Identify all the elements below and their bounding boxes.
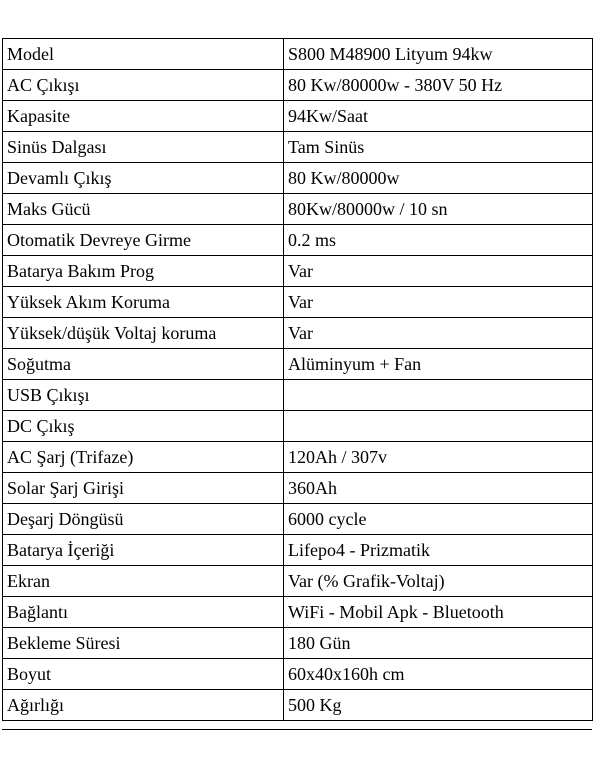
table-row	[3, 163, 593, 194]
spec-label: Bekleme Süresi	[3, 628, 284, 659]
table-row	[3, 225, 593, 256]
table-row	[3, 380, 593, 411]
table-row	[3, 597, 593, 628]
table-row	[3, 566, 593, 597]
table-row	[3, 287, 593, 318]
spec-label: AC Çıkışı	[3, 70, 284, 101]
spec-label: Sinüs Dalgası	[3, 132, 284, 163]
spec-label: Model	[3, 39, 284, 70]
spec-label: Yüksek Akım Koruma	[3, 287, 284, 318]
spec-value: 94Kw/Saat	[284, 101, 593, 132]
spec-label: Batarya İçeriği	[3, 535, 284, 566]
spec-value	[284, 411, 593, 442]
spec-label: AC Şarj (Trifaze)	[3, 442, 284, 473]
table-row	[3, 690, 593, 721]
spec-value: 80 Kw/80000w	[284, 163, 593, 194]
spec-value: 60x40x160h cm	[284, 659, 593, 690]
spec-label: DC Çıkış	[3, 411, 284, 442]
spec-label: Yüksek/düşük Voltaj koruma	[3, 318, 284, 349]
spec-value: WiFi - Mobil Apk - Bluetooth	[284, 597, 593, 628]
table-row	[3, 101, 593, 132]
spec-label: Maks Gücü	[3, 194, 284, 225]
table-row	[3, 473, 593, 504]
spec-label: Otomatik Devreye Girme	[3, 225, 284, 256]
spec-value: 80Kw/80000w / 10 sn	[284, 194, 593, 225]
spec-label: Boyut	[3, 659, 284, 690]
table-row	[3, 318, 593, 349]
spec-table-body	[3, 39, 593, 721]
bottom-divider	[2, 729, 592, 730]
spec-value: S800 M48900 Lityum 94kw	[284, 39, 593, 70]
spec-label: Ağırlığı	[3, 690, 284, 721]
table-row	[3, 411, 593, 442]
spec-value	[284, 380, 593, 411]
table-row	[3, 194, 593, 225]
spec-label: Kapasite	[3, 101, 284, 132]
spec-value: Lifepo4 - Prizmatik	[284, 535, 593, 566]
spec-value: Var	[284, 287, 593, 318]
spec-value: 80 Kw/80000w - 380V 50 Hz	[284, 70, 593, 101]
table-row	[3, 132, 593, 163]
spec-value: Alüminyum + Fan	[284, 349, 593, 380]
table-row	[3, 535, 593, 566]
spec-value: 0.2 ms	[284, 225, 593, 256]
table-row	[3, 349, 593, 380]
spec-table	[2, 38, 593, 721]
spec-value: Var (% Grafik-Voltaj)	[284, 566, 593, 597]
table-row	[3, 659, 593, 690]
spec-value: Var	[284, 318, 593, 349]
table-row	[3, 39, 593, 70]
spec-label: Deşarj Döngüsü	[3, 504, 284, 535]
spec-label: USB Çıkışı	[3, 380, 284, 411]
spec-value: Var	[284, 256, 593, 287]
table-row	[3, 70, 593, 101]
spec-value: 180 Gün	[284, 628, 593, 659]
spec-value: 120Ah / 307v	[284, 442, 593, 473]
spec-label: Bağlantı	[3, 597, 284, 628]
spec-label: Devamlı Çıkış	[3, 163, 284, 194]
table-row	[3, 442, 593, 473]
spec-label: Batarya Bakım Prog	[3, 256, 284, 287]
spec-label: Solar Şarj Girişi	[3, 473, 284, 504]
spec-value: 6000 cycle	[284, 504, 593, 535]
spec-value: Tam Sinüs	[284, 132, 593, 163]
spec-label: Ekran	[3, 566, 284, 597]
spec-value: 360Ah	[284, 473, 593, 504]
table-row	[3, 628, 593, 659]
spec-label: Soğutma	[3, 349, 284, 380]
table-row	[3, 256, 593, 287]
spec-value: 500 Kg	[284, 690, 593, 721]
table-row	[3, 504, 593, 535]
